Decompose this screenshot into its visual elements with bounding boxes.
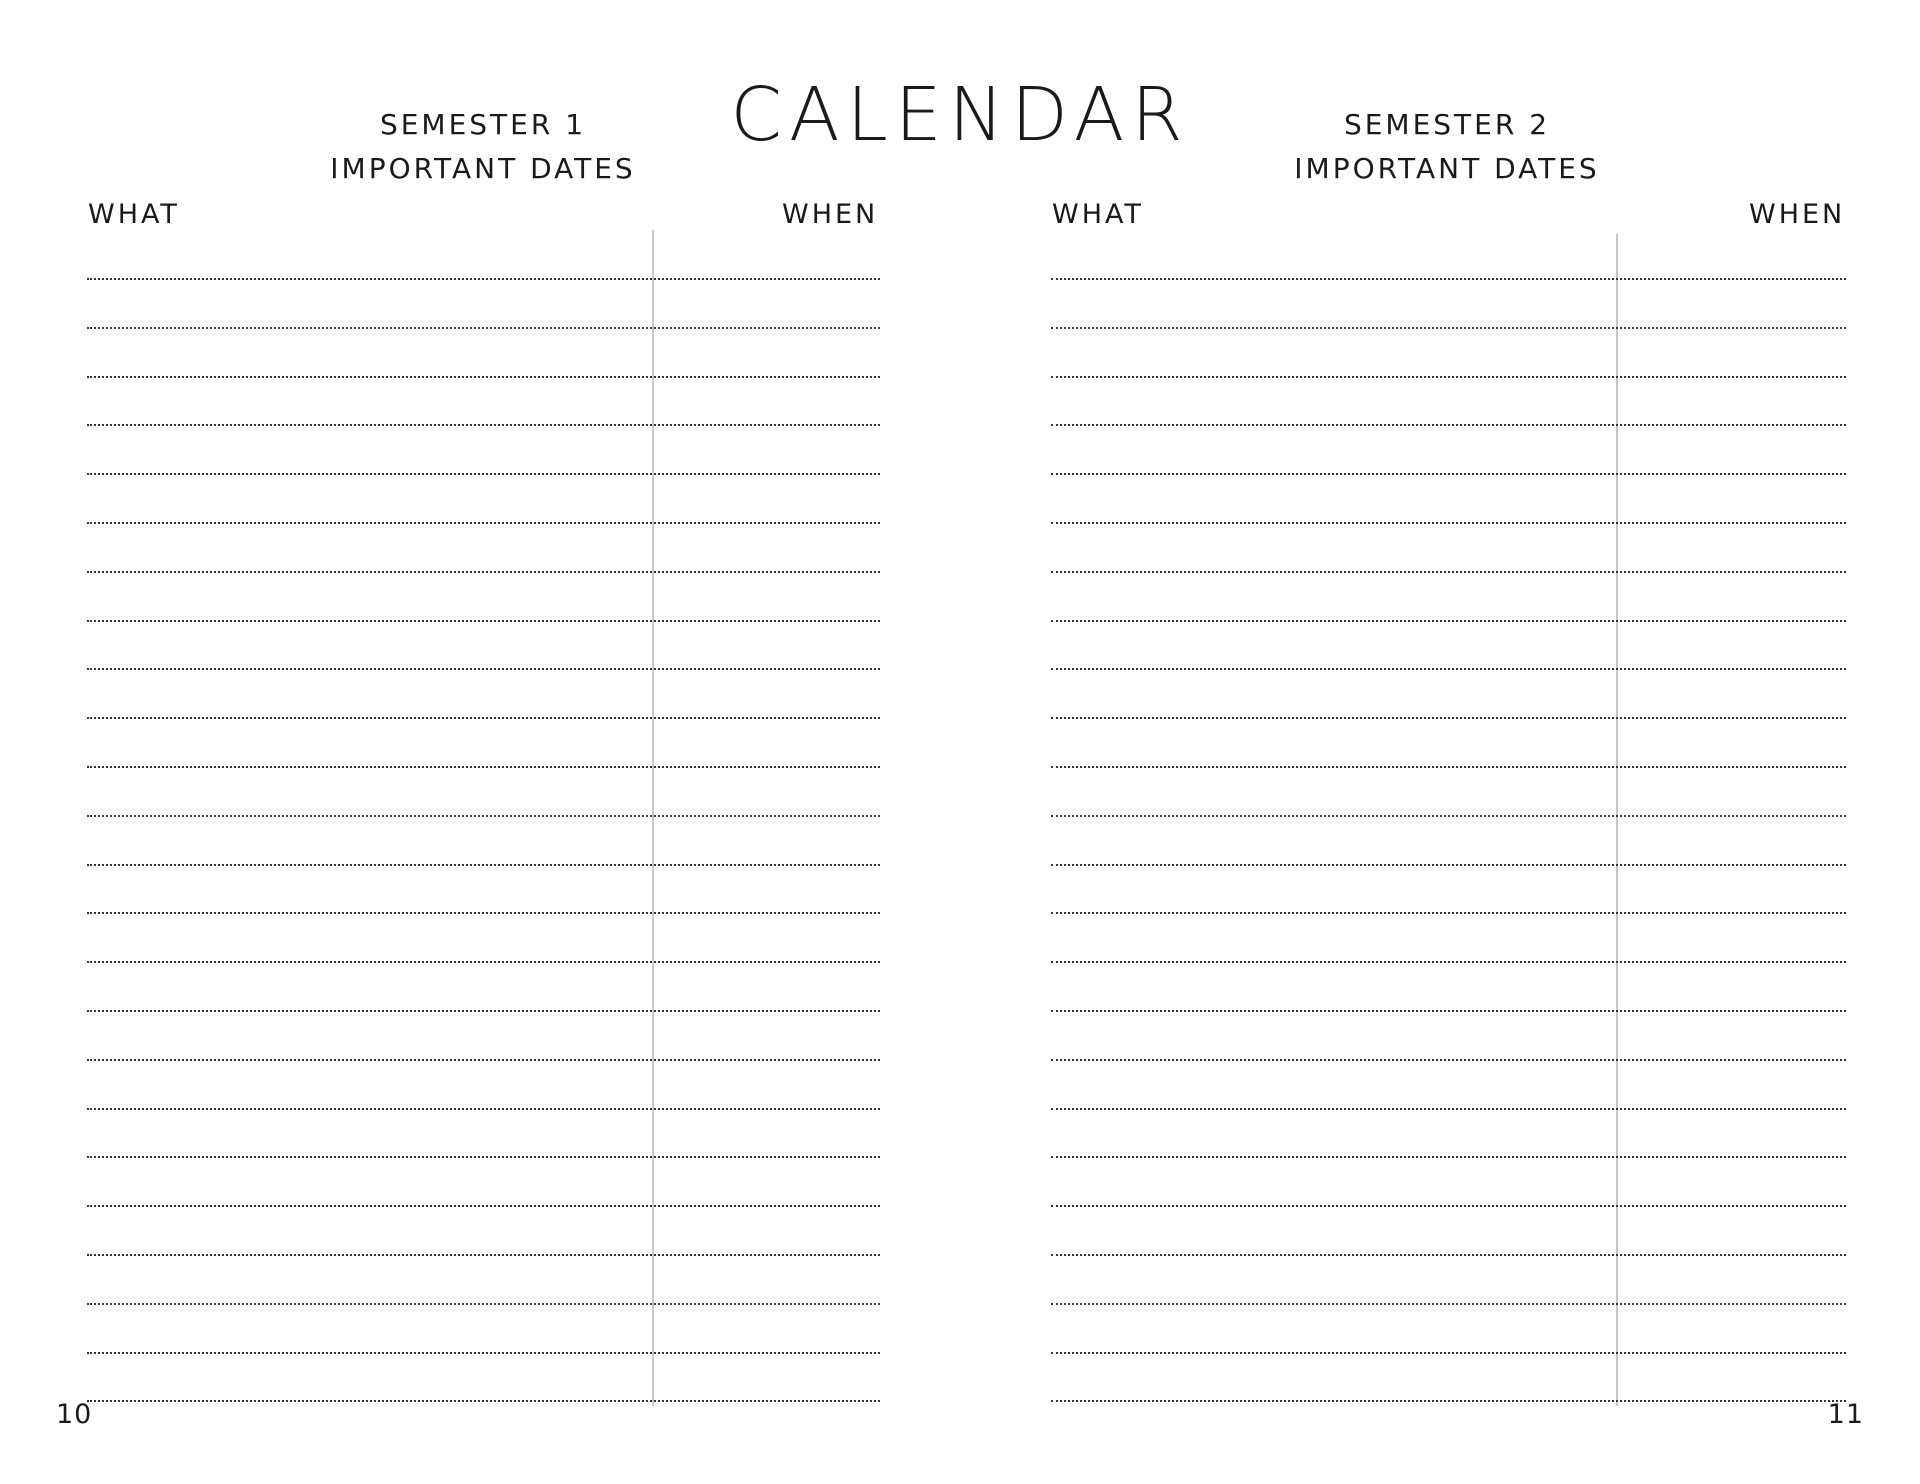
semester-2-table xyxy=(1051,230,1846,1406)
entry-line xyxy=(1051,1205,1846,1207)
entry-line xyxy=(87,473,880,475)
entry-line xyxy=(87,424,880,426)
semester-2-when-header: WHEN xyxy=(1749,199,1846,230)
entry-line xyxy=(87,815,880,817)
entry-line xyxy=(1051,424,1846,426)
page-title: CALENDAR xyxy=(730,72,1190,158)
entry-line xyxy=(1051,473,1846,475)
entry-line xyxy=(1051,278,1846,280)
semester-1-subtitle: IMPORTANT DATES xyxy=(330,152,636,185)
entry-line xyxy=(87,1156,880,1158)
semester-2-header xyxy=(1247,103,1647,191)
entry-line xyxy=(1051,1059,1846,1061)
entry-line xyxy=(87,1108,880,1110)
entry-line xyxy=(1051,961,1846,963)
entry-line xyxy=(87,1010,880,1012)
semester-2-what-header: WHAT xyxy=(1052,199,1144,230)
entry-line xyxy=(87,1205,880,1207)
entry-line xyxy=(87,961,880,963)
entry-line xyxy=(87,717,880,719)
entry-line xyxy=(87,1352,880,1354)
entry-line xyxy=(87,912,880,914)
entry-line xyxy=(1051,1254,1846,1256)
entry-line xyxy=(1051,522,1846,524)
entry-line xyxy=(87,766,880,768)
entry-line xyxy=(1051,864,1846,866)
entry-line xyxy=(87,1303,880,1305)
entry-line xyxy=(1051,1303,1846,1305)
column-divider xyxy=(1616,234,1618,1406)
entry-line xyxy=(1051,1010,1846,1012)
entry-line xyxy=(87,327,880,329)
entry-line xyxy=(87,1400,880,1402)
semester-1-header xyxy=(283,103,683,191)
entry-line xyxy=(87,620,880,622)
semester-1-table xyxy=(87,230,880,1406)
entry-line xyxy=(87,1059,880,1061)
entry-line xyxy=(1051,1400,1846,1402)
entry-line xyxy=(1051,1156,1846,1158)
semester-1-title: SEMESTER 1 xyxy=(379,108,587,141)
entry-line xyxy=(1051,1108,1846,1110)
entry-line xyxy=(1051,376,1846,378)
entry-line xyxy=(1051,815,1846,817)
entry-line xyxy=(87,522,880,524)
page-number-left: 10 xyxy=(56,1399,93,1430)
entry-line xyxy=(1051,620,1846,622)
entry-line xyxy=(1051,571,1846,573)
entry-line xyxy=(1051,717,1846,719)
semester-2-title: SEMESTER 2 xyxy=(1343,108,1551,141)
entry-line xyxy=(87,668,880,670)
entry-line xyxy=(87,1254,880,1256)
semester-2-subtitle: IMPORTANT DATES xyxy=(1294,152,1600,185)
entry-line xyxy=(1051,327,1846,329)
semester-1-when-header: WHEN xyxy=(782,199,879,230)
entry-line xyxy=(1051,668,1846,670)
page-number-right: 11 xyxy=(1827,1399,1864,1430)
column-divider xyxy=(652,230,654,1406)
entry-line xyxy=(87,376,880,378)
entry-line xyxy=(1051,766,1846,768)
entry-line xyxy=(87,278,880,280)
entry-line xyxy=(87,864,880,866)
entry-line xyxy=(1051,1352,1846,1354)
entry-line xyxy=(87,571,880,573)
entry-line xyxy=(1051,912,1846,914)
semester-1-what-header: WHAT xyxy=(88,199,180,230)
